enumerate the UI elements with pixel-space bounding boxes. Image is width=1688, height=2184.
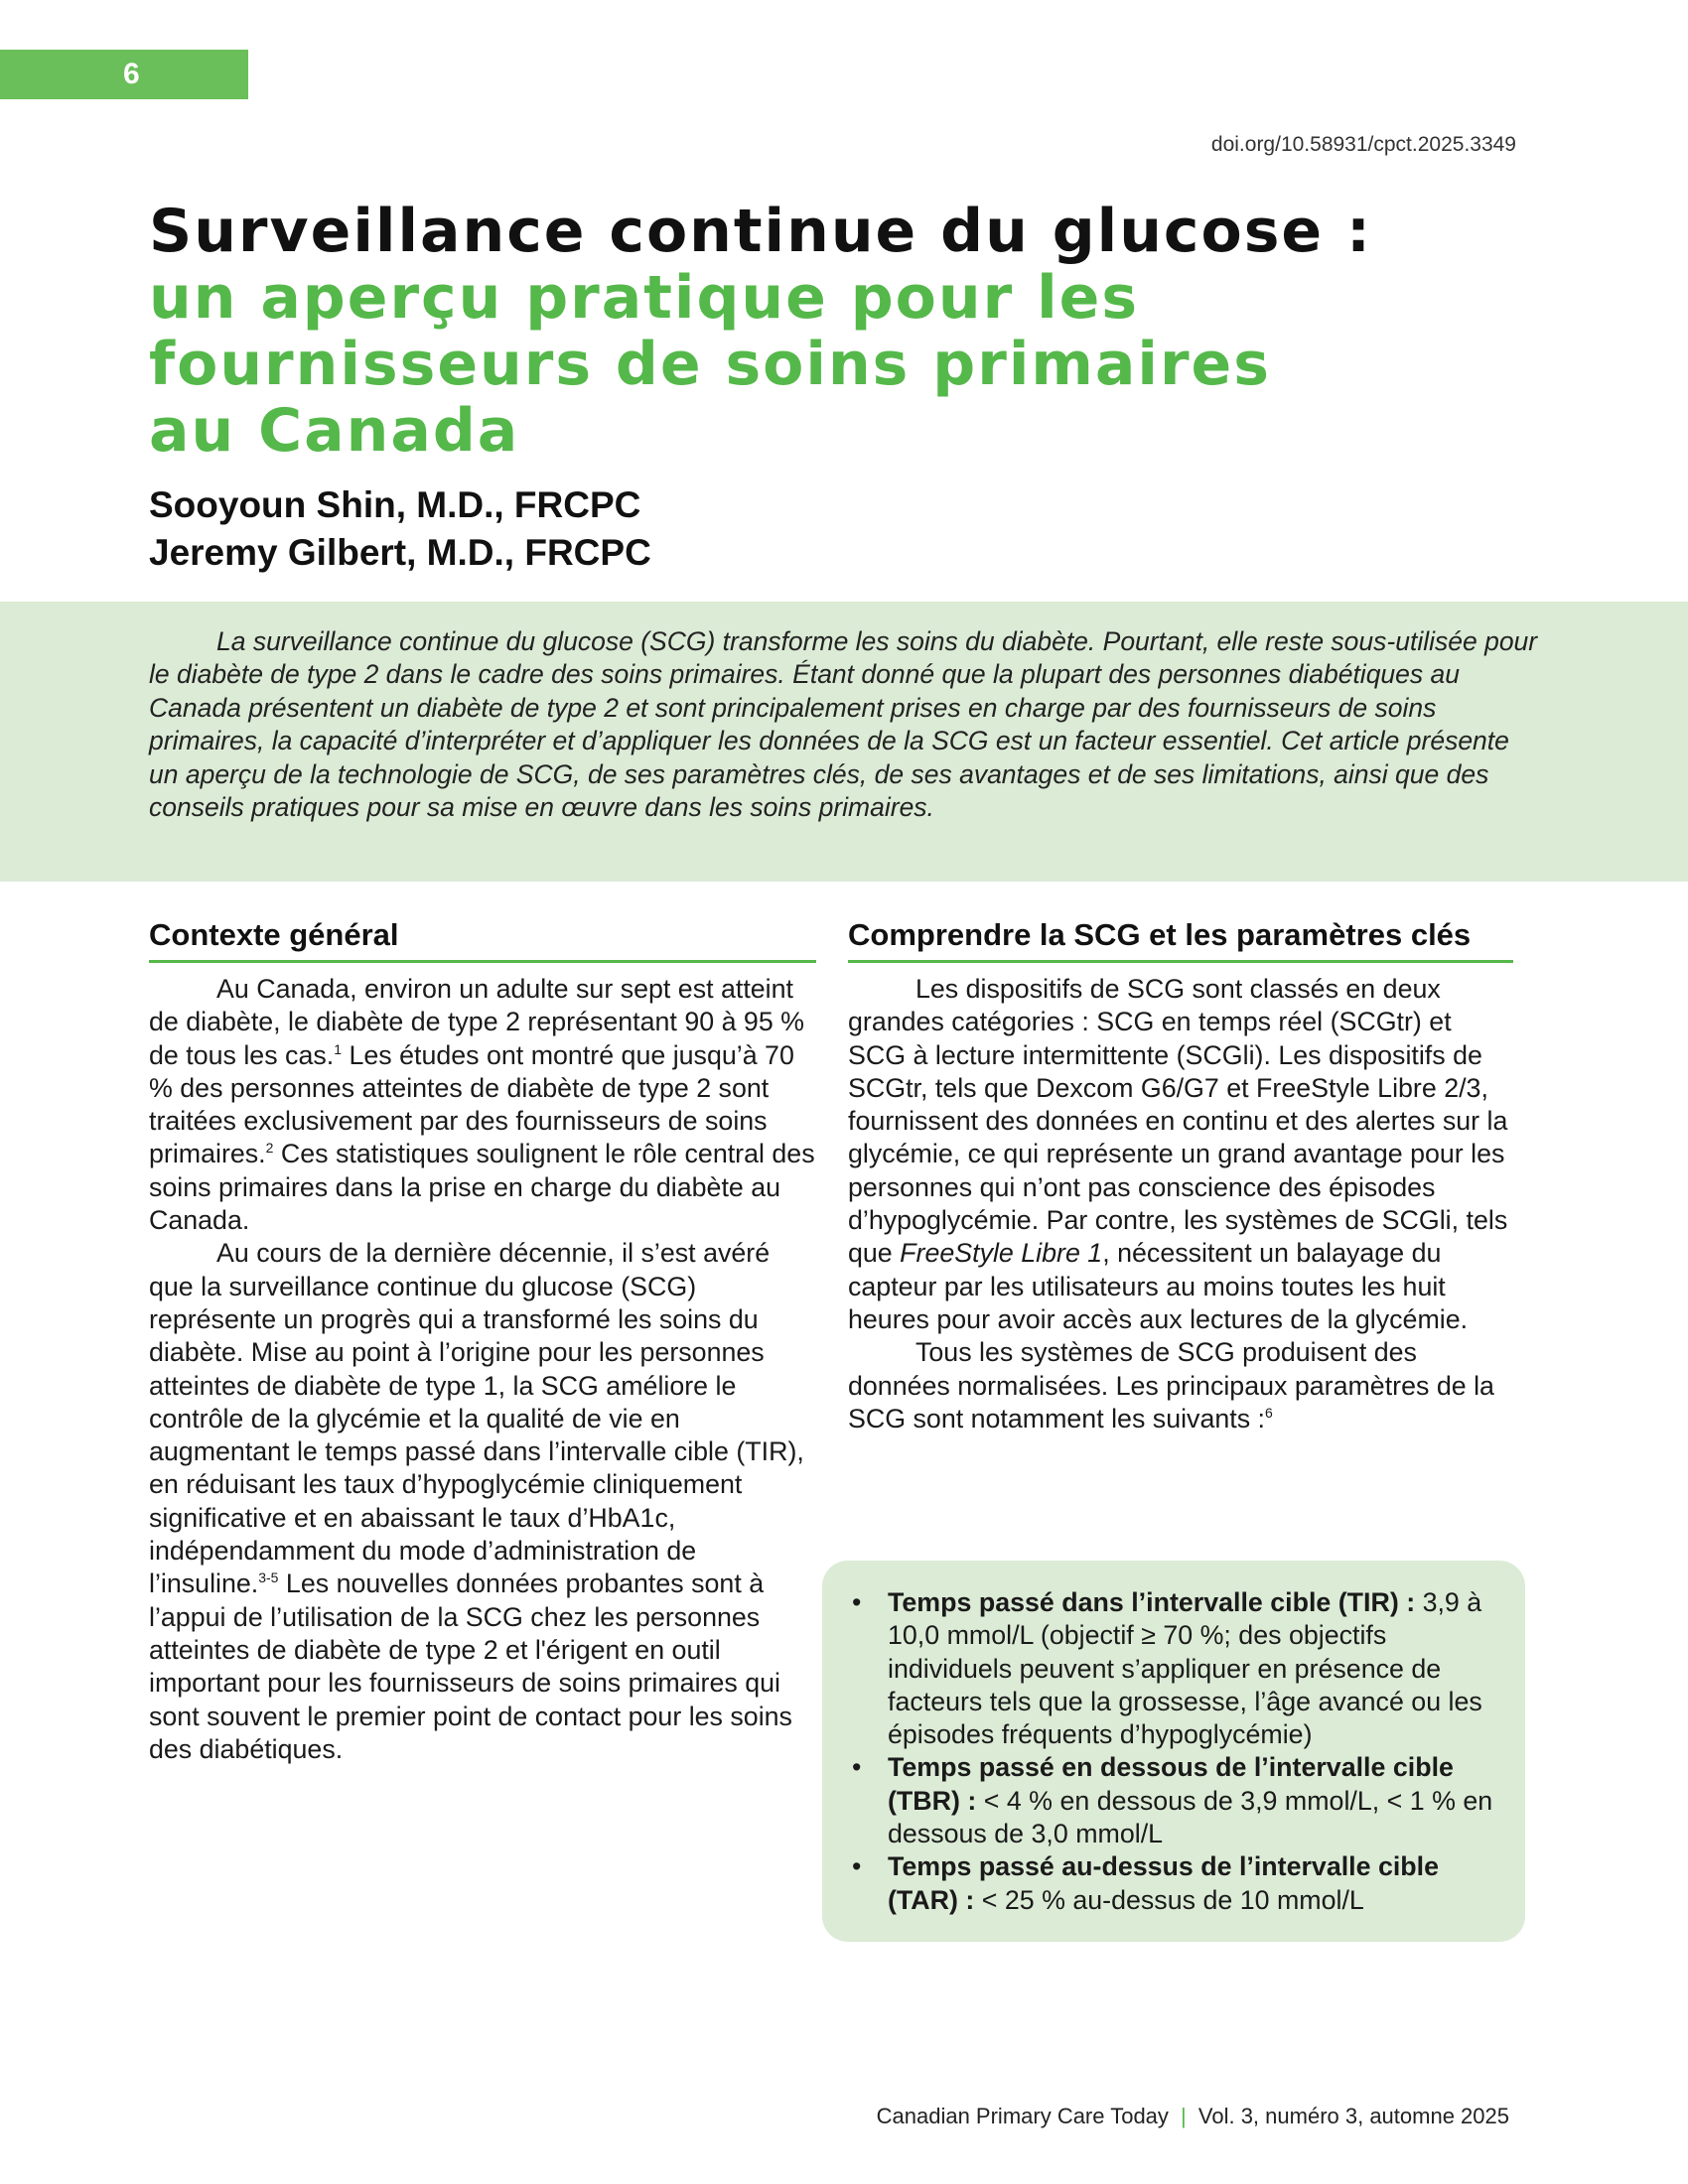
title-sub-line: un aperçu pratique pour les <box>149 263 1140 333</box>
paragraph: Au cours de la dernière décennie, il s’est avéré que la surveillance continue du glucose (SCG) représente un progrès qui a transformé les soins du diabète. Mise au point à l’origine pour les personnes atteintes de diabète de type 1, la SCG améliore le contrôle de la glycémie et la qualité de vie en augmentant le temps passé dans l’intervalle cible (TIR), en réduisant les taux d’hypoglycémie cliniquement significative et en abaissant le taux d’HbA1c, indépendamment du mode d’administration de l’insuline.$^{3-5}$ Les nouvelles données probantes sont à l’appui de l’utilisation de la SCG chez les personnes atteintes de diabète de type 2 et l'érigent en outil important pour les fournisseurs de soins primaires qui sont souvent le premier point de contact pour les soins des diabétiques. <box>149 1238 804 1764</box>
list-item: • Temps passé dans l’intervalle cible (TIR) : 3,9 à 10,0 mmol/L (objectif ≥ 70 %; des objectifs individuels peuvent s’appliquer en présence de facteurs tels que la grossesse, l’âge avancé ou les épisodes fréquents d’hypoglycémie) <box>852 1587 1482 1750</box>
paragraph: Tous les systèmes de SCG produisent des données normalisées. Les principaux paramètres de la SCG sont notamment les suivants :$^6$ <box>848 1337 1494 1433</box>
article-title <box>149 199 1539 465</box>
page-number: 6 <box>123 58 140 90</box>
abstract-panel <box>0 602 1688 882</box>
issue-info: Vol. 3, numéro 3, automne 2025 <box>1197 2104 1509 2128</box>
author-name: Sooyoun Shin, M.D., FRCPC <box>149 484 641 525</box>
page-footer <box>877 2104 1509 2129</box>
title-main: Surveillance continue du glucose : <box>149 197 1372 266</box>
bullet-icon: • <box>852 1851 862 1882</box>
bullet-icon: • <box>852 1752 862 1783</box>
section-heading-context: Contexte général <box>149 917 816 963</box>
metrics-list <box>848 1586 1495 1917</box>
reference-superscript: 6 <box>1265 1404 1273 1421</box>
reference-superscript: 2 <box>265 1140 274 1157</box>
footer-separator: | <box>1181 2104 1187 2128</box>
paragraph: Les dispositifs de SCG sont classés en deux grandes catégories : SCG en temps réel (SCGtr) et SCG à lecture intermittente (SCGli). Les dispositifs de SCGtr, tels que Dexcom G6/G7 et FreeStyle Libre 2/3, fournissent des données en continu et des alertes sur la glycémie, ce qui représente un grand avantage pour les personnes qui n’ont pas conscience des épisodes d’hypoglycémie. Par contre, les systèmes de SCGli, tels que FreeStyle Libre 1, nécessitent un balayage du capteur par les utilisateurs au moins toutes les huit heures pour avoir accès aux lectures de la glycémie. <box>848 974 1508 1334</box>
list-item: • Temps passé en dessous de l’intervalle cible (TBR) : < 4 % en dessous de 3,9 mmol/L, < 1 % en dessous de 3,0 mmol/L <box>852 1752 1493 1849</box>
reference-superscript: 1 <box>334 1040 342 1057</box>
title-sub-line: au Canada <box>149 396 520 466</box>
doi-link[interactable]: doi.org/10.58931/cpct.2025.3349 <box>1210 133 1516 156</box>
right-column <box>848 917 1513 1435</box>
reference-superscript: 3-5 <box>258 1570 279 1586</box>
list-item: • Temps passé au-dessus de l’intervalle cible (TAR) : < 25 % au-dessus de 10 mmol/L <box>852 1851 1440 1915</box>
page-number-tab <box>0 50 248 99</box>
section-heading-cgm-metrics: Comprendre la SCG et les paramètres clés <box>848 917 1513 963</box>
journal-name: Canadian Primary Care Today <box>876 2104 1169 2128</box>
paragraph: Au Canada, environ un adulte sur sept est atteint de diabète, le diabète de type 2 représentant 90 à 95 % de tous les cas.$^1$ Les études ont montré que jusqu’à 70 % des personnes atteintes de diabète de type 2 sont traitées exclusivement par des fournisseurs de soins primaires.$^2$ Ces statistiques soulignent le rôle central des soins primaires dans la prise en charge du diabète au Canada. <box>149 974 815 1236</box>
author-name: Jeremy Gilbert, M.D., FRCPC <box>149 532 651 573</box>
title-sub-line: fournisseurs de soins primaires <box>149 330 1271 399</box>
left-column <box>149 917 816 1766</box>
author-list <box>149 481 651 577</box>
abstract-text: La surveillance continue du glucose (SCG) transforme les soins du diabète. Pourtant, elle reste sous-utilisée pour le diabète de type 2 dans le cadre des soins primaires. Étant donné que la plupart des personnes diabétiques au Canada présentent un diabète de type 2 et sont principalement prises en charge par des fournisseurs de soins primaires, la capacité d’interpréter et d’appliquer les données de la SCG est un facteur essentiel. Cet article présente un aperçu de la technologie de SCG, de ses paramètres clés, de ses avantages et de ses limitations, ainsi que des conseils pratiques pour sa mise en œuvre dans les soins primaires. <box>149 626 1538 823</box>
cgm-metrics-box <box>822 1561 1525 1942</box>
bullet-icon: • <box>852 1587 862 1617</box>
